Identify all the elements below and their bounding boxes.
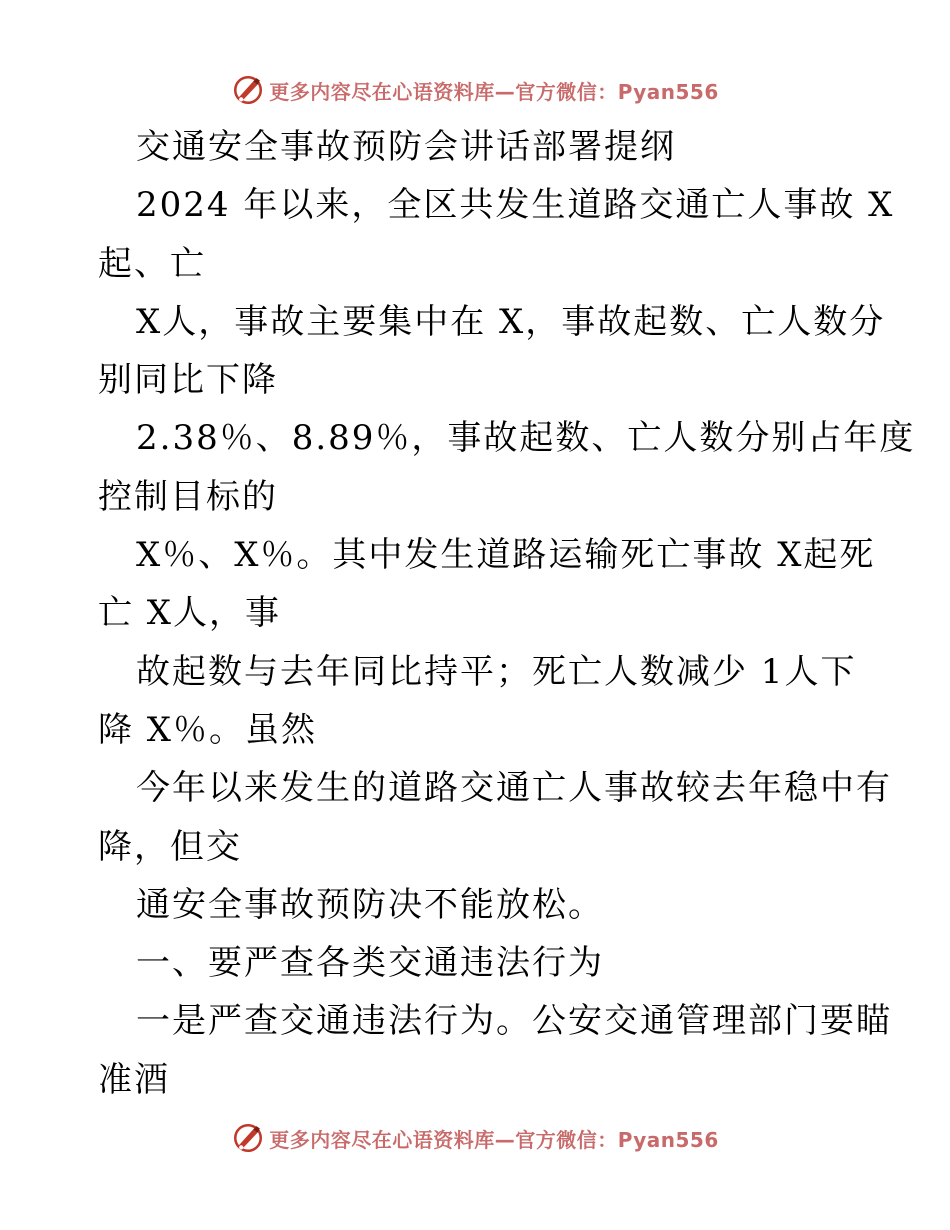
document-line: 别同比下降 — [98, 360, 278, 401]
document-line: 准酒 — [98, 1059, 170, 1100]
document-line: 一、要严查各类交通违法行为 — [136, 943, 604, 984]
footer-watermark-banner — [0, 1118, 950, 1158]
document-line: X％、X％。其中发生道路运输死亡事故 X起死 — [136, 535, 876, 576]
document-line: 故起数与去年同比持平；死亡人数减少 1人下 — [136, 651, 857, 692]
footer-promo-text: 更多内容尽在心语资料库—官方微信：Pyan556 — [269, 1127, 719, 1152]
document-line: 一是严查交通违法行为。公安交通管理部门要瞄 — [136, 1001, 892, 1042]
document-line: 交通安全事故预防会讲话部署提纲 — [136, 127, 676, 167]
document-line: 降，但交 — [98, 826, 242, 867]
document-line: 2.38％、8.89％，事故起数、亡人数分别占年度 — [136, 418, 916, 459]
header-watermark-banner — [0, 70, 950, 110]
document-line: 亡 X人，事 — [98, 593, 282, 634]
pen-logo-icon — [231, 1121, 265, 1155]
document-line: 今年以来发生的道路交通亡人事故较去年稳中有 — [136, 768, 892, 809]
document-body — [98, 118, 916, 1109]
document-line: 控制目标的 — [98, 476, 278, 517]
document-line: 通安全事故预防决不能放松。 — [136, 884, 604, 925]
document-line: X人，事故主要集中在 X，事故起数、亡人数分 — [136, 301, 886, 342]
document-line: 降 X％。虽然 — [98, 709, 318, 750]
document-line: 2024 年以来，全区共发生道路交通亡人事故 X — [136, 185, 895, 226]
document-line: 起、亡 — [98, 243, 206, 284]
pen-logo-icon — [231, 73, 265, 107]
header-promo-text: 更多内容尽在心语资料库—官方微信：Pyan556 — [269, 79, 719, 104]
